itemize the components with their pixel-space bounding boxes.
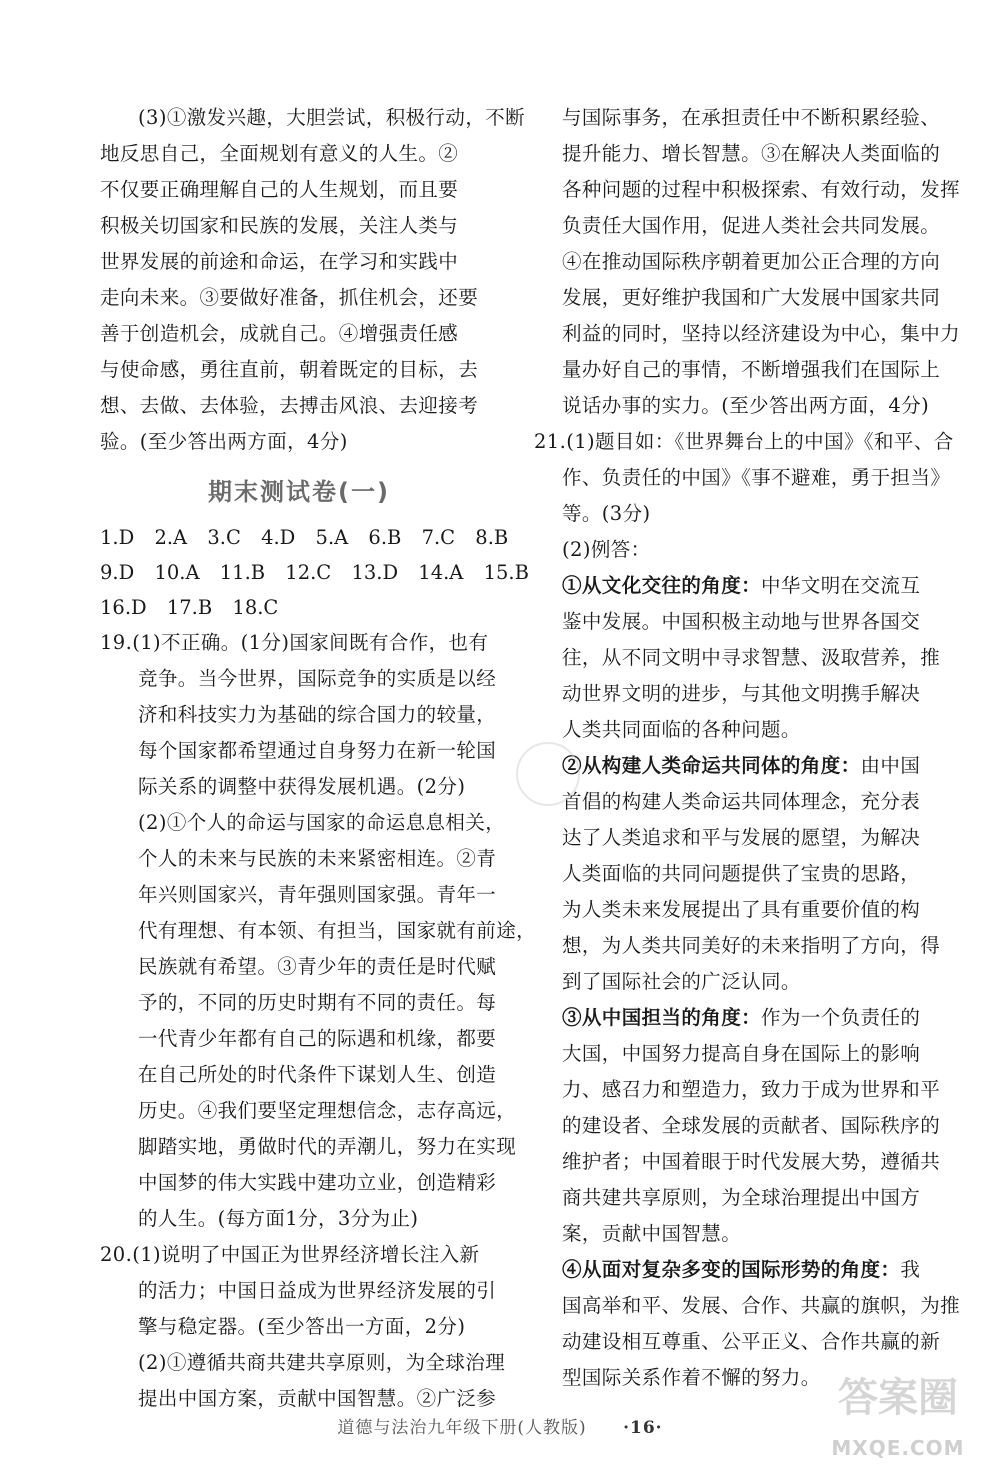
text-line: 等。(3分) [562, 502, 651, 525]
text-line [534, 1000, 920, 1036]
answer-point-responsibility [534, 1000, 941, 1252]
mc-answer: 5.A [315, 526, 349, 549]
mc-answer: 18.C [232, 596, 279, 619]
text-line: 善于创造机会，成就自己。④增强责任感 [100, 322, 459, 345]
text-line: 往，从不同文明中寻求智慧、汲取营养，推 [562, 646, 941, 669]
mc-answer: 11.B [219, 561, 266, 584]
text-line: 的人生。(每方面1分，3分为止) [138, 1207, 419, 1230]
text-line: 想，为人类共同美好的未来指明了方向，得 [562, 934, 941, 957]
page-number: ·16· [623, 1418, 663, 1438]
mc-answer: 6.B [368, 526, 402, 549]
text-line: 人类面临的共同问题提供了宝贵的思路， [562, 862, 921, 885]
q20-answer [100, 1237, 506, 1417]
point-text: 中华文明在交流互 [761, 574, 921, 597]
mc-answer: 14.A [418, 561, 464, 584]
point-lead: ③从中国担当的角度： [562, 1006, 762, 1029]
text-line [534, 568, 920, 604]
point-text: 我 [900, 1258, 921, 1281]
text-line: 一代青少年都有自己的际遇和机缘，都要 [138, 1027, 497, 1050]
text-line: 19.(1)不正确。(1分)国家间既有合作，也有 [100, 631, 489, 654]
text-line: 年兴则国家兴，青年强则国家强。青年一 [138, 883, 497, 906]
text-line: 地反思自己，全面规划有意义的人生。② [100, 142, 459, 165]
text-line: 负责任大国作用，促进人类社会共同发展。 [562, 214, 941, 237]
text-line: 世界发展的前途和命运，在学习和实践中 [100, 250, 459, 273]
text-line: 民族就有希望。③青少年的责任是时代赋 [138, 955, 497, 978]
text-line: 作、负责任的中国》《事不避难，勇于担当》 [562, 466, 951, 489]
mc-answer: 8.B [475, 526, 509, 549]
text-line: 鉴中发展。中国积极主动地与世界各国交 [562, 610, 921, 633]
text-line: (2)①个人的命运与国家的命运息息相关， [138, 811, 506, 834]
mc-answer: 12.C [285, 561, 332, 584]
point-text: 作为一个负责任的 [761, 1006, 921, 1029]
right-column [534, 100, 961, 1396]
text-line: 与使命感，勇往直前，朝着既定的目标，去 [100, 358, 479, 381]
text-line: 代有理想、有本领、有担当，国家就有前途， [138, 919, 537, 942]
multiple-choice-answers [100, 520, 529, 625]
text-line: 首倡的构建人类命运共同体理念，充分表 [562, 790, 921, 813]
text-line: 予的，不同的历史时期有不同的责任。每 [138, 991, 497, 1014]
mc-answer: 3.C [207, 526, 241, 549]
text-line: 脚踏实地，勇做时代的弄潮儿，努力在实现 [138, 1135, 517, 1158]
text-line: 与国际事务，在承担责任中不断积累经验、 [562, 106, 941, 129]
watermark-logo-text: 答案圈 [838, 1375, 958, 1421]
text-line: 中国梦的伟大实践中建功立业，创造精彩 [138, 1171, 497, 1194]
point-lead: ①从文化交往的角度： [562, 574, 762, 597]
text-line: 历史。④我们要坚定理想信念，志存高远， [138, 1099, 517, 1122]
text-line: 动建设相互尊重、公平正义、合作共赢的新 [562, 1330, 941, 1353]
text-line: 国高举和平、发展、合作、共赢的旗帜，为推 [562, 1294, 961, 1317]
q20-answer-continued [534, 100, 961, 424]
text-line: (3)①激发兴趣，大胆尝试，积极行动，不断 [138, 106, 526, 129]
text-line: 不仅要正确理解自己的人生规划，而且要 [100, 178, 459, 201]
book-title: 道德与法治九年级下册(人教版) [337, 1418, 587, 1438]
mc-answer: 2.A [154, 526, 188, 549]
text-line: 想、去做、去体验，去搏击风浪、去迎接考 [100, 394, 479, 417]
text-line: 验。(至少答出两方面，4分) [100, 430, 348, 453]
mc-row [100, 555, 529, 590]
q21-answer [534, 424, 961, 1396]
watermark-logo [818, 1370, 978, 1460]
mc-answer: 10.A [154, 561, 200, 584]
text-line: 走向未来。③要做好准备，抓住机会，还要 [100, 286, 479, 309]
mc-row [100, 590, 498, 625]
text-line: 发展，更好维护我国和广大发展中国家共同 [562, 286, 941, 309]
watermark-site: MXQE.COM [831, 1436, 965, 1460]
text-line: 积极关切国家和民族的发展，关注人类与 [100, 214, 459, 237]
text-line: 提升能力、增长智慧。③在解决人类面临的 [562, 142, 941, 165]
text-line: 20.(1)说明了中国正为世界经济增长注入新 [100, 1243, 480, 1266]
text-line: 量办好自己的事情，不断增强我们在国际上 [562, 358, 941, 381]
answer-point-community [534, 748, 941, 1000]
text-line: 利益的同时，坚持以经济建设为中心，集中力 [562, 322, 961, 345]
text-line: 为人类未来发展提出了具有重要价值的构 [562, 898, 921, 921]
section-title: 期末测试卷(一) [208, 478, 390, 506]
q19-answer [100, 625, 537, 1237]
mc-answer: 17.B [166, 596, 213, 619]
text-line: 提出中国方案，贡献中国智慧。②广泛参 [138, 1387, 497, 1410]
text-line: 大国，中国努力提高自身在国际上的影响 [562, 1042, 921, 1065]
text-line: 在自己所处的时代条件下谋划人生、创造 [138, 1063, 497, 1086]
answer-point-culture [534, 568, 941, 748]
text-line: 说话办事的实力。(至少答出两方面，4分) [562, 394, 930, 417]
mc-answer: 9.D [100, 561, 135, 584]
q18-part3-answer [100, 100, 526, 460]
text-line: 维护者；中国着眼于时代发展大势，遵循共 [562, 1150, 941, 1173]
text-line: 人类共同面临的各种问题。 [562, 718, 801, 741]
mc-row [100, 520, 509, 555]
text-line: 擎与稳定器。(至少答出一方面，2分) [138, 1315, 466, 1338]
text-line: 型国际关系作着不懈的努力。 [562, 1366, 821, 1389]
mc-answer: 1.D [100, 526, 135, 549]
text-line [534, 1252, 920, 1288]
mc-answer: 13.D [351, 561, 399, 584]
point-text: 由中国 [860, 754, 921, 777]
text-line: 商共建共享原则，为全球治理提出中国方 [562, 1186, 921, 1209]
text-line: 的活力；中国日益成为世界经济发展的引 [138, 1279, 497, 1302]
text-line: 的建设者、全球发展的贡献者、国际秩序的 [562, 1114, 941, 1137]
text-line: 际关系的调整中获得发展机遇。(2分) [138, 775, 466, 798]
text-line: 到了国际社会的广泛认同。 [562, 970, 801, 993]
mc-answer: 15.B [483, 561, 529, 584]
text-line: (2)①遵循共商共建共享原则，为全球治理 [138, 1351, 506, 1374]
mc-answer: 4.D [261, 526, 296, 549]
text-line: 力、感召力和塑造力，致力于成为世界和平 [562, 1078, 941, 1101]
text-line: 达了人类追求和平与发展的愿望，为解决 [562, 826, 921, 849]
text-line: 竞争。当今世界，国际竞争的实质是以经 [138, 667, 497, 690]
faint-stamp-mark [516, 742, 580, 806]
point-lead: ④从面对复杂多变的国际形势的角度： [562, 1258, 901, 1281]
text-line: 每个国家都希望通过自身努力在新一轮国 [138, 739, 497, 762]
text-line: 济和科技实力为基础的综合国力的较量， [138, 703, 497, 726]
point-lead: ②从构建人类命运共同体的角度： [562, 754, 861, 777]
text-line: ④在推动国际秩序朝着更加公正合理的方向 [562, 250, 941, 273]
mc-answer: 7.C [421, 526, 456, 549]
mc-answer: 16.D [100, 596, 147, 619]
text-line: 21.(1)题目如：《世界舞台上的中国》《和平、合 [534, 430, 954, 453]
text-line: 动世界文明的进步，与其他文明携手解决 [562, 682, 921, 705]
text-line: 个人的未来与民族的未来紧密相连。②青 [138, 847, 497, 870]
text-line: (2)例答： [562, 538, 651, 561]
text-line: 案，贡献中国智慧。 [562, 1222, 742, 1245]
left-column [100, 100, 537, 1417]
text-line: 各种问题的过程中积极探索、有效行动，发挥 [562, 178, 961, 201]
text-line [534, 748, 920, 784]
